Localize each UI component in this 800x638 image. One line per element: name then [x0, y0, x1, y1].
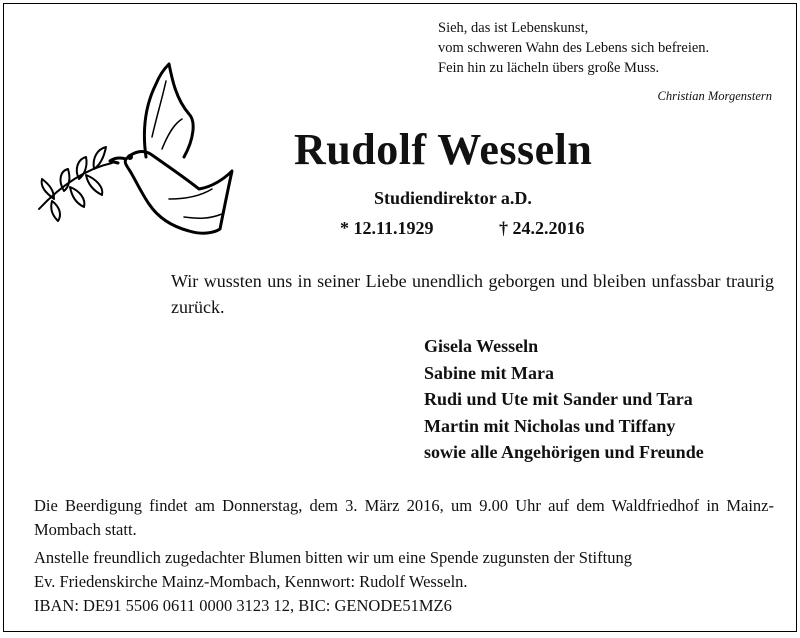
donation-notice — [34, 546, 774, 618]
poem-quote — [438, 18, 783, 78]
death-date: † 24.2.2016 — [499, 218, 585, 238]
bank-details: IBAN: DE91 5506 0611 0000 3123 12, BIC: GENODE51MZ6 — [34, 596, 452, 615]
mourners-list — [424, 333, 704, 466]
donation-line: Ev. Friedenskirche Mainz-Mombach, Kennwort: Rudolf Wesseln. — [34, 572, 468, 591]
quote-line: Sieh, das ist Lebenskunst, — [438, 20, 589, 36]
mourner-item: Rudi und Ute mit Sander und Tara — [424, 389, 693, 409]
dove-with-olive-branch-icon — [34, 59, 234, 239]
mourner-item: Martin mit Nicholas und Tiffany — [424, 415, 676, 436]
birth-date: * 12.11.1929 — [340, 218, 434, 238]
funeral-notice: Die Beerdigung findet am Donnerstag, dem 3. März 2016, um 9.00 Uhr auf dem Waldfriedhof in Mainz-Mombach statt. — [34, 496, 774, 539]
mourner-item: Sabine mit Mara — [424, 362, 554, 383]
mourner-item: sowie alle Angehörigen und Freunde — [424, 442, 704, 462]
donation-line: Anstelle freundlich zugedachter Blumen bitten wir um eine Spende zugunsten der Stiftung — [34, 548, 632, 567]
quote-line: Fein hin zu lächeln übers große Muss. — [438, 60, 660, 76]
quote-line: vom schweren Wahn des Lebens sich befreien. — [438, 40, 710, 56]
obituary-card — [3, 3, 797, 632]
deceased-name: Rudolf Wesseln — [294, 125, 593, 174]
dedication-text: Wir wussten uns in seiner Liebe unendlich geborgen und bleiben unfassbar traurig zurück. — [171, 271, 774, 317]
mourner-item: Gisela Wesseln — [424, 336, 539, 356]
quote-author: Christian Morgenstern — [657, 89, 772, 103]
deceased-title: Studiendirektor a.D. — [374, 188, 532, 208]
